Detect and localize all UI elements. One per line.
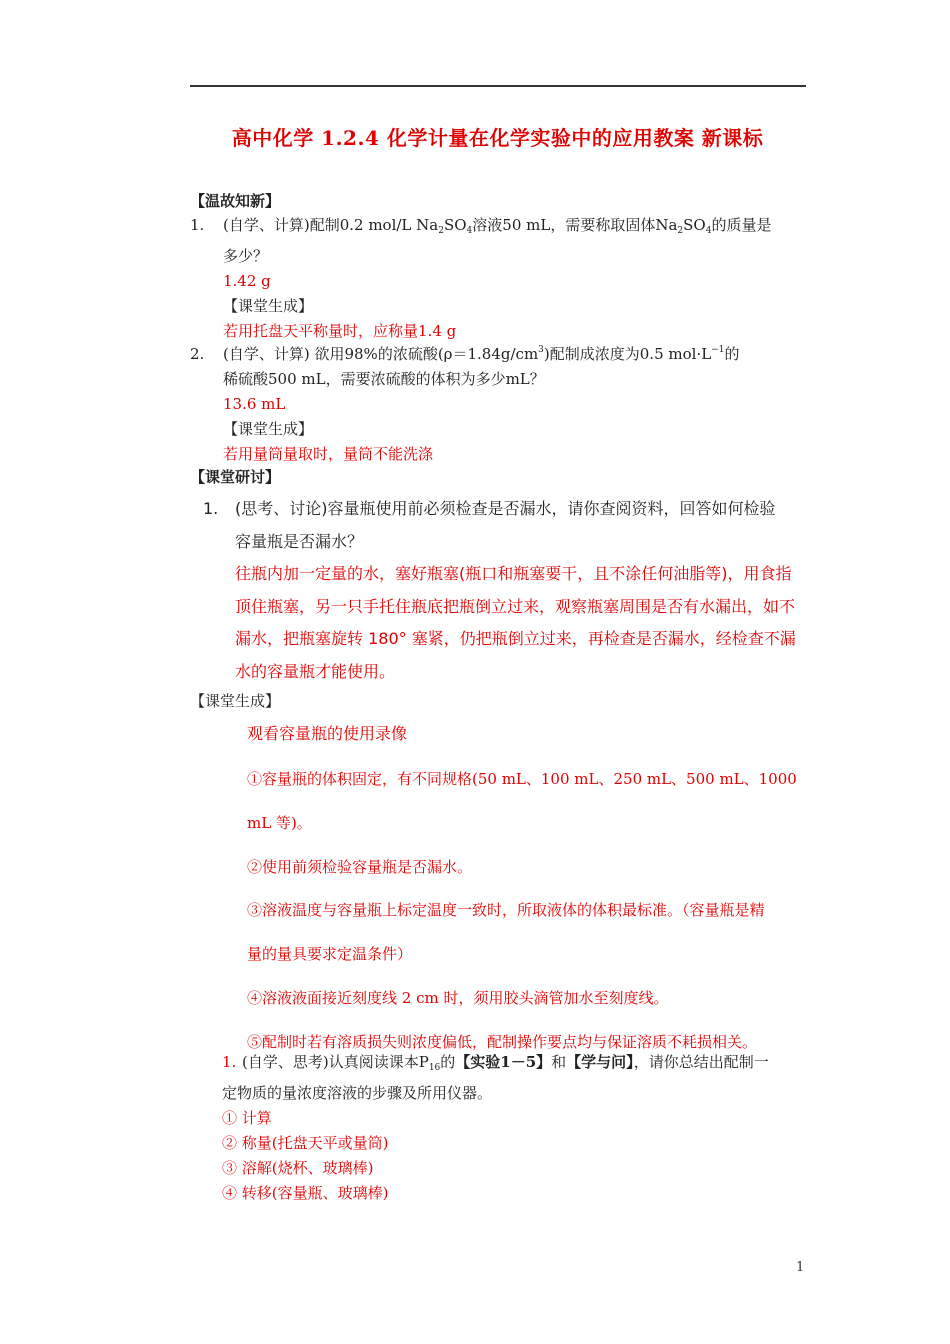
answer-line: 水的容量瓶才能使用。 bbox=[235, 661, 396, 681]
q2-sup: −1 bbox=[711, 345, 725, 355]
generation-point: ③溶液温度与容量瓶上标定温度一致时，所取液体的体积最标准。（容量瓶是精 bbox=[247, 901, 765, 920]
q1-text: 的质量是 bbox=[711, 216, 772, 234]
q1-gen-heading: 【课堂生成】 bbox=[223, 297, 314, 315]
q3-text: 的 bbox=[440, 1053, 456, 1071]
answer-line: 往瓶内加一定量的水，塞好瓶塞(瓶口和瓶塞要干，且不涂任何油脂等)，用食指 bbox=[235, 564, 792, 583]
q1-text: SO bbox=[683, 216, 706, 234]
q2-answer: 13.6 mL bbox=[223, 395, 286, 413]
q2-sup: 3 bbox=[538, 345, 544, 355]
q2-number: 2. bbox=[190, 345, 205, 363]
q3-line2: 定物质的量浓度溶液的步骤及所用仪器。 bbox=[222, 1084, 493, 1102]
generation-point: ②使用前须检验容量瓶是否漏水。 bbox=[247, 857, 473, 876]
generation-point: 量的量具要求定温条件） bbox=[247, 945, 413, 964]
generation-video: 观看容量瓶的使用录像 bbox=[247, 724, 408, 743]
q3-step: ① 计算 bbox=[222, 1109, 272, 1127]
q3-text: 【实验1－5】 bbox=[455, 1053, 552, 1071]
q1-sub: 2 bbox=[677, 226, 684, 236]
q3-text: 和 bbox=[551, 1053, 567, 1071]
generation-points bbox=[247, 758, 797, 1065]
study-heading: 【课堂研讨】 bbox=[190, 468, 281, 486]
q2-line2: 稀硫酸500 mL，需要浓硫酸的体积为多少mL？ bbox=[223, 370, 545, 388]
q3-steps bbox=[222, 1106, 769, 1206]
q1-text: SO bbox=[443, 216, 467, 234]
answer-line: 顶住瓶塞，另一只手托住瓶底把瓶倒立过来，观察瓶塞周围是否有水漏出，如不 bbox=[235, 596, 796, 616]
q3-sub: 16 bbox=[428, 1063, 441, 1073]
q1-text: (自学、计算)配制0.2 mol/L Na bbox=[223, 216, 439, 234]
study-q1-answer bbox=[203, 558, 796, 688]
q2-text: 的 bbox=[724, 345, 740, 363]
q1-sub: 4 bbox=[466, 226, 473, 236]
q2-gen-heading: 【课堂生成】 bbox=[223, 420, 314, 438]
q1-gen-text: 若用托盘天平称量时，应称量1.4 g bbox=[223, 322, 457, 340]
review-heading: 【温故知新】 bbox=[190, 192, 281, 210]
q3-step: ② 称量(托盘天平或量筒) bbox=[222, 1134, 389, 1152]
review-q2 bbox=[190, 338, 739, 467]
q2-text: (自学、计算) 欲用98%的浓硫酸(ρ＝1.84g/cm bbox=[223, 345, 539, 363]
q2-gen-text: 若用量筒量取时，量筒不能洗涤 bbox=[223, 445, 434, 463]
q3-text: (自学、思考)认真阅读课本P bbox=[242, 1053, 429, 1071]
q3-step: ④ 转移(容量瓶、玻璃棒) bbox=[222, 1184, 389, 1202]
generation-point: ④溶液液面接近刻度线 2 cm 时，须用胶头滴管加水至刻度线。 bbox=[247, 988, 669, 1007]
generation-point: ①容量瓶的体积固定，有不同规格(50 mL、100 mL、250 mL、500 mL、1000 bbox=[247, 770, 797, 788]
q1-sub: 4 bbox=[705, 226, 712, 236]
q3-text: ，请你总结出配制一 bbox=[633, 1053, 769, 1071]
study-q1 bbox=[203, 493, 796, 688]
q3-number: 1. bbox=[222, 1053, 237, 1071]
page-title: 高中化学 1.2.4 化学计量在化学实验中的应用教案 新课标 bbox=[231, 126, 764, 150]
generation-point: mL 等)。 bbox=[247, 813, 312, 832]
review-q1 bbox=[190, 213, 771, 344]
answer-line: 漏水，把瓶塞旋转 180° 塞紧，仍把瓶倒立过来，再检查是否漏水，经检查不漏 bbox=[235, 629, 796, 648]
q1-sub: 2 bbox=[438, 226, 444, 236]
top-rule bbox=[190, 85, 806, 87]
q2-text: )配制成浓度为0.5 mol·L bbox=[543, 345, 712, 363]
q1-number: 1. bbox=[190, 216, 205, 234]
q3-step: ③ 溶解(烧杯、玻璃棒) bbox=[222, 1159, 374, 1177]
q1-line2: 多少？ bbox=[223, 247, 269, 265]
generation-heading: 【课堂生成】 bbox=[190, 692, 281, 710]
page-number: 1 bbox=[796, 1260, 805, 1275]
generation-point: ⑤配制时若有溶质损失则浓度偏低，配制操作要点均与保证溶质不耗损相关。 bbox=[247, 1032, 758, 1051]
q3-text: 【学与问】 bbox=[566, 1053, 634, 1071]
study-q1-number: 1. bbox=[203, 499, 219, 518]
study-q1-line1: (思考、讨论)容量瓶使用前必须检查是否漏水，请你查阅资料，回答如何检验 bbox=[235, 499, 776, 518]
q1-answer: 1.42 g bbox=[223, 272, 271, 290]
study-q1-line2: 容量瓶是否漏水？ bbox=[235, 531, 364, 551]
q3 bbox=[222, 1050, 769, 1206]
q1-text: 溶液50 mL，需要称取固体Na bbox=[472, 216, 678, 234]
